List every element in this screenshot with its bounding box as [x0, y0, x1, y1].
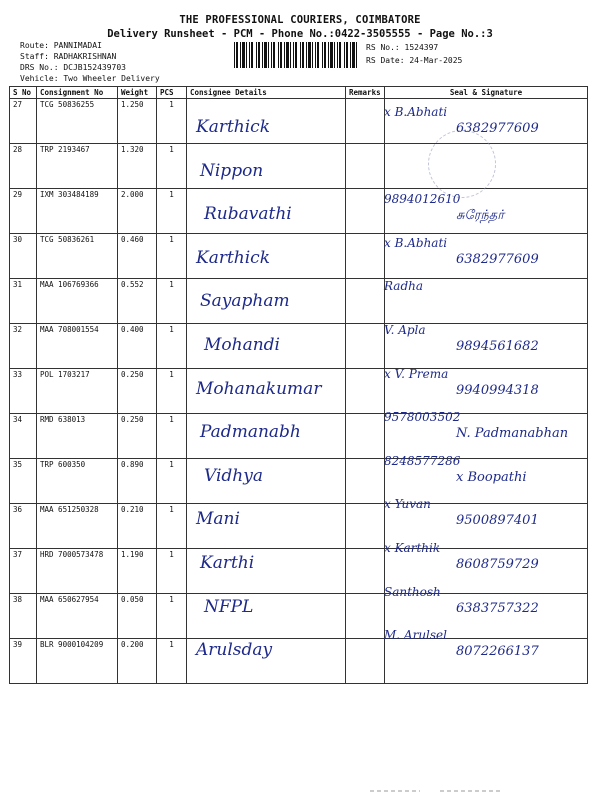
row-weight: 2.000 [118, 189, 157, 234]
row-pcs: 1 [157, 639, 187, 684]
barcode-bar [295, 42, 297, 68]
row-remarks-cell [346, 234, 385, 279]
row-pcs: 1 [157, 369, 187, 414]
row-consignment-no: IXM 303484189 [37, 189, 118, 234]
row-consignment-no: TRP 600350 [37, 459, 118, 504]
row-weight: 0.250 [118, 369, 157, 414]
barcode-bar [330, 42, 333, 68]
phone-handwriting: 8072266137 [456, 644, 539, 660]
row-consignment-no: TCG 50836261 [37, 234, 118, 279]
consignee-handwriting: Karthi [200, 553, 255, 573]
rs-date: RS Date: 24-Mar-2025 [366, 56, 463, 65]
row-consignment-no: MAA 650627954 [37, 594, 118, 639]
col-header-consignment: Consignment No [37, 87, 118, 99]
rs-number: RS No.: 1524397 [366, 43, 439, 52]
barcode-bar [306, 42, 307, 68]
barcode-bar [256, 42, 257, 68]
row-pcs: 1 [157, 324, 187, 369]
phone-handwriting: x Boopathi [456, 469, 527, 485]
consignee-handwriting: Mohanakumar [196, 378, 322, 399]
row-remarks-cell [346, 504, 385, 549]
consignee-handwriting: Vidhya [204, 465, 263, 486]
row-weight: 0.200 [118, 639, 157, 684]
phone-handwriting: 9894561682 [456, 339, 539, 354]
barcode-bar [286, 42, 289, 68]
col-header-weight: Weight [118, 87, 157, 99]
phone-handwriting: 9940994318 [456, 382, 539, 398]
barcode-bar [324, 42, 326, 68]
row-pcs: 1 [157, 99, 187, 144]
row-remarks-cell [346, 459, 385, 504]
row-consignment-no: BLR 9000104209 [37, 639, 118, 684]
row-sno: 33 [10, 369, 37, 414]
signature-handwriting: x B.Abhati [384, 105, 448, 119]
phone-handwriting: 6383757322 [456, 600, 539, 616]
col-header-signature: Seal & Signature [385, 87, 588, 99]
barcode-bar [334, 42, 335, 68]
row-weight: 0.050 [118, 594, 157, 639]
row-pcs: 1 [157, 504, 187, 549]
seal-stamp [428, 130, 496, 198]
row-remarks-cell [346, 99, 385, 144]
row-consignment-no: RMD 638013 [37, 414, 118, 459]
row-remarks-cell [346, 639, 385, 684]
barcode-bar [236, 42, 238, 68]
barcode-bar [264, 42, 267, 68]
row-sno: 29 [10, 189, 37, 234]
row-remarks-cell [346, 144, 385, 189]
barcode-bar [339, 42, 341, 68]
barcode-bar [346, 42, 348, 68]
row-sno: 30 [10, 234, 37, 279]
signature-handwriting: x Karthik [384, 541, 441, 555]
row-consignment-no: POL 1703217 [37, 369, 118, 414]
phone-handwriting: சுரேந்தர் [456, 208, 505, 224]
consignee-handwriting: Karthick [196, 117, 271, 137]
phone-handwriting: 8608759729 [456, 557, 539, 572]
row-sno: 35 [10, 459, 37, 504]
row-consignment-no: MAA 651250328 [37, 504, 118, 549]
barcode-bar [337, 42, 338, 68]
barcode-bar [249, 42, 250, 68]
row-sno: 36 [10, 504, 37, 549]
barcode-bar [278, 42, 279, 68]
runsheet-subtitle: Delivery Runsheet - PCM - Phone No.:0422-3505555 - Page No.:3 [107, 28, 493, 40]
barcode-bar [344, 42, 345, 68]
barcode-bar [284, 42, 285, 68]
route-label: Route: PANNIMADAI [20, 41, 102, 50]
company-title: THE PROFESSIONAL COURIERS, COIMBATORE [179, 14, 421, 26]
consignee-handwriting: Rubavathi [204, 204, 292, 225]
consignee-handwriting: Arulsday [196, 640, 273, 661]
row-pcs: 1 [157, 549, 187, 594]
row-pcs: 1 [157, 594, 187, 639]
row-remarks-cell [346, 594, 385, 639]
signature-handwriting: M. Arulsel [384, 628, 447, 643]
row-sno: 37 [10, 549, 37, 594]
signature-handwriting: V. Apla [384, 323, 426, 337]
barcode-bar [308, 42, 311, 68]
phone-handwriting: N. Padmanabhan [456, 426, 569, 442]
barcode-bar [312, 42, 313, 68]
signature-handwriting: 9578003502 [384, 410, 461, 425]
barcode-bar [322, 42, 323, 68]
row-consignment-no: TRP 2193467 [37, 144, 118, 189]
consignee-handwriting: Karthick [196, 247, 271, 268]
barcode-bar [273, 42, 275, 68]
barcode-bar [240, 42, 241, 68]
barcode-bar [356, 42, 357, 68]
barcode-bar [302, 42, 304, 68]
barcode-bar [300, 42, 301, 68]
row-weight: 0.250 [118, 414, 157, 459]
barcode-bar [350, 42, 351, 68]
row-weight: 1.190 [118, 549, 157, 594]
row-consignment-no: HRD 7000573478 [37, 549, 118, 594]
phone-handwriting: 6382977609 [456, 251, 539, 267]
consignee-handwriting: Sayapham [200, 291, 290, 312]
row-weight: 0.552 [118, 279, 157, 324]
consignee-handwriting: Padmanabh [200, 422, 301, 443]
row-weight: 0.460 [118, 234, 157, 279]
barcode-bar [317, 42, 319, 68]
row-consignment-no: TCG 50836255 [37, 99, 118, 144]
barcode-bar [268, 42, 269, 68]
row-sno: 39 [10, 639, 37, 684]
barcode-bar [262, 42, 263, 68]
signature-handwriting: 8248577286 [384, 453, 461, 468]
barcode-bar [293, 42, 294, 68]
row-remarks-cell [346, 414, 385, 459]
consignee-handwriting: NFPL [204, 596, 254, 617]
col-header-pcs: PCS [157, 87, 187, 99]
row-weight: 0.400 [118, 324, 157, 369]
barcode-bar [271, 42, 272, 68]
row-sno: 27 [10, 99, 37, 144]
row-pcs: 1 [157, 189, 187, 234]
table-row [10, 144, 588, 189]
row-remarks-cell [346, 189, 385, 234]
row-remarks-cell [346, 279, 385, 324]
row-sno: 32 [10, 324, 37, 369]
staff-label: Staff: RADHAKRISHNAN [20, 52, 117, 61]
col-header-sno: S No [10, 87, 37, 99]
barcode-bar [258, 42, 260, 68]
signature-handwriting: x V. Prema [384, 366, 449, 381]
barcode-bar [290, 42, 291, 68]
signature-handwriting: x B.Abhati [384, 235, 448, 250]
consignee-handwriting: Mohandi [204, 335, 280, 355]
phone-handwriting: 6382977609 [456, 121, 539, 136]
barcode-bar [234, 42, 235, 68]
row-sno: 31 [10, 279, 37, 324]
row-weight: 1.250 [118, 99, 157, 144]
row-consignment-no: MAA 708001554 [37, 324, 118, 369]
vehicle-label: Vehicle: Two Wheeler Delivery [20, 74, 160, 83]
phone-handwriting: 9500897401 [456, 513, 539, 529]
row-consignment-no: MAA 106769366 [37, 279, 118, 324]
signature-handwriting: Radha [384, 279, 424, 294]
row-sno: 34 [10, 414, 37, 459]
table-header-row [10, 87, 588, 99]
row-sno: 38 [10, 594, 37, 639]
row-sno: 28 [10, 144, 37, 189]
footer-mark [360, 786, 510, 794]
row-remarks-cell [346, 369, 385, 414]
row-pcs: 1 [157, 459, 187, 504]
col-header-remarks: Remarks [346, 87, 385, 99]
row-weight: 0.210 [118, 504, 157, 549]
row-weight: 0.890 [118, 459, 157, 504]
row-remarks-cell [346, 324, 385, 369]
row-pcs: 1 [157, 234, 187, 279]
signature-handwriting: 9894012610 [384, 192, 461, 207]
barcode-bar [251, 42, 253, 68]
barcode-bar [328, 42, 329, 68]
barcode-bar [280, 42, 282, 68]
signature-handwriting: Santhosh [384, 584, 441, 599]
table-row [10, 279, 588, 324]
row-pcs: 1 [157, 414, 187, 459]
signature-handwriting: x Yuvan [384, 497, 431, 512]
row-pcs: 1 [157, 144, 187, 189]
row-weight: 1.320 [118, 144, 157, 189]
drs-number: DRS No.: DCJB152439703 [20, 63, 126, 72]
barcode-bar [352, 42, 355, 68]
row-remarks-cell [346, 549, 385, 594]
barcode [232, 42, 360, 68]
consignee-handwriting: Mani [196, 509, 240, 530]
consignee-handwriting: Nippon [200, 160, 264, 181]
row-pcs: 1 [157, 279, 187, 324]
barcode-bar [242, 42, 245, 68]
barcode-bar [315, 42, 316, 68]
barcode-bar [246, 42, 247, 68]
col-header-consignee: Consignee Details [187, 87, 346, 99]
